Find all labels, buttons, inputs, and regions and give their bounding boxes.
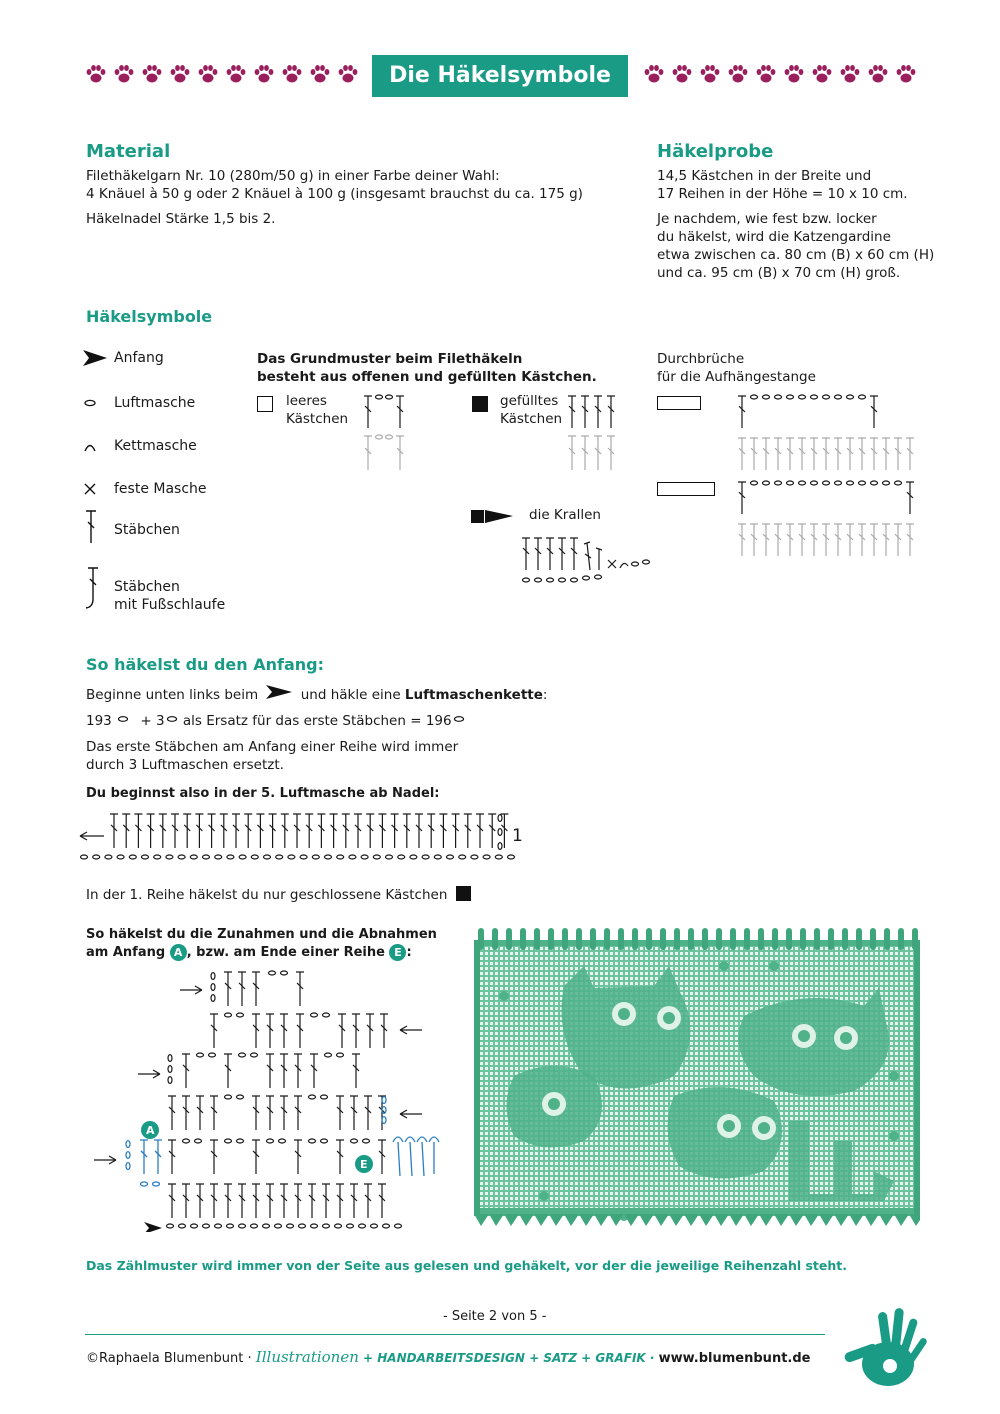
gauge-line-3: Je nachdem, wie fest bzw. locker	[657, 211, 877, 227]
anfang-line-6	[86, 886, 471, 904]
gauge-line-5: etwa zwischen ca. 80 cm (B) x 60 cm (H)	[657, 247, 935, 263]
symbol-label-double-crochet: Stäbchen	[114, 522, 180, 538]
symbol-label-single-crochet: feste Masche	[114, 481, 207, 497]
paw-icon	[337, 63, 359, 85]
paw-icon	[253, 63, 275, 85]
badge-a: A	[170, 944, 187, 961]
arrowhead-icon	[82, 348, 108, 368]
symbol-label-slip: Kettmasche	[114, 438, 197, 454]
gauge-line-6: und ca. 95 cm (B) x 70 cm (H) groß.	[657, 265, 901, 281]
chain-stitch-icon	[82, 394, 102, 414]
paw-icon	[281, 63, 303, 85]
symbol-slip	[82, 435, 262, 457]
increase-line-2b: , bzw. am Ende einer Reihe	[186, 945, 385, 960]
anfang-line-1c: Luftmaschenkette	[404, 687, 543, 703]
filled-box-label-1: gefülltes	[500, 393, 559, 409]
durchbrueche-line-2: für die Aufhängestange	[657, 369, 816, 385]
row-number-1: 1	[512, 826, 523, 846]
grundmuster-line-2: besteht aus offenen und gefüllten Kästchen.	[257, 369, 597, 385]
symbol-label-foot-2: mit Fußschlaufe	[114, 597, 226, 613]
chain-stitch-icon	[116, 714, 130, 724]
paw-icon	[643, 63, 665, 85]
anfang-line-1b: und häkle eine	[300, 687, 401, 703]
material-line-2: 4 Knäuel à 50 g oder 2 Knäuel à 100 g (insgesamt brauchst du ca. 175 g)	[86, 186, 583, 202]
grundmuster-line-1: Das Grundmuster beim Filethäkeln	[257, 351, 523, 367]
symbol-label-start: Anfang	[114, 350, 164, 366]
footer-tagline: + HANDARBEITSDESIGN + SATZ + GRAFIK ·	[363, 1351, 655, 1365]
durchbrueche-line-1: Durchbrüche	[657, 351, 745, 367]
page-number: - Seite 2 von 5 -	[443, 1309, 547, 1324]
paw-icon	[141, 63, 163, 85]
badge-e-diagram: E	[360, 1158, 368, 1171]
paw-icon	[85, 63, 107, 85]
open-box-label-1: leeres	[286, 393, 327, 409]
arrowhead-icon	[265, 684, 293, 700]
symbol-double-crochet	[82, 508, 262, 548]
slip-stitch-icon	[82, 437, 102, 457]
gauge-line-2: 17 Reihen in der Höhe = 10 x 10 cm.	[657, 186, 908, 202]
paw-icon	[309, 63, 331, 85]
krallen-icon	[471, 508, 515, 524]
paw-icon	[727, 63, 749, 85]
paw-row-left	[85, 63, 359, 89]
anfang-line-6-text: In der 1. Reihe häkelst du nur geschlossene Kästchen	[86, 887, 448, 903]
paw-icon	[113, 63, 135, 85]
badge-a-diagram: A	[146, 1124, 155, 1137]
open-box-legend	[257, 396, 273, 412]
chain-count-3: + 3	[140, 713, 165, 729]
cat-curtain-photo	[474, 926, 920, 1244]
paw-icon	[169, 63, 191, 85]
durchbruch-small-box	[657, 396, 701, 410]
material-line-1: Filethäkelgarn Nr. 10 (280m/50 g) in einer Farbe deiner Wahl:	[86, 168, 500, 184]
anfang-line-2	[86, 712, 466, 730]
durchbruch-diagram-bottom	[734, 478, 924, 562]
material-line-3: Häkelnadel Stärke 1,5 bis 2.	[86, 211, 276, 227]
footer-brand: Illustrationen	[255, 1348, 359, 1366]
double-crochet-icon	[82, 508, 102, 546]
filled-box-legend	[472, 396, 488, 412]
paw-icon	[867, 63, 889, 85]
open-box-diagram	[360, 392, 410, 474]
double-crochet-foot-loop-icon	[82, 565, 104, 611]
anfang-line-5: Du beginnst also in der 5. Luftmasche ab Nadel:	[86, 786, 440, 801]
footer-divider	[85, 1334, 825, 1335]
handprint-logo	[830, 1298, 930, 1398]
gauge-heading: Häkelprobe	[657, 141, 774, 162]
material-heading: Material	[86, 141, 171, 162]
symbol-chain	[82, 392, 262, 414]
page-title: Die Häkelsymbole	[372, 55, 628, 97]
paw-icon	[811, 63, 833, 85]
increase-line-2c: :	[406, 945, 412, 960]
chain-stitch-icon	[452, 714, 466, 724]
paw-icon	[197, 63, 219, 85]
anfang-line-1d: :	[542, 687, 548, 703]
krallen-diagram	[518, 534, 658, 586]
paw-row-right	[643, 63, 917, 89]
krallen-label: die Krallen	[529, 507, 601, 523]
symbol-double-crochet-foot	[82, 565, 282, 615]
durchbruch-diagram-top	[734, 392, 924, 474]
symbol-label-chain: Luftmasche	[114, 395, 196, 411]
filled-box-icon	[456, 886, 471, 901]
badge-e: E	[389, 944, 406, 961]
filled-box-label-2: Kästchen	[500, 411, 563, 427]
chain-count-193: 193	[86, 713, 112, 729]
footer-url-link[interactable]: www.blumenbunt.de	[658, 1351, 811, 1366]
paw-icon	[783, 63, 805, 85]
footer-line	[86, 1348, 810, 1366]
paw-icon	[225, 63, 247, 85]
gauge-line-1: 14,5 Kästchen in der Breite und	[657, 168, 872, 184]
symbols-heading: Häkelsymbole	[86, 307, 213, 326]
anfang-line-3: Das erste Stäbchen am Anfang einer Reihe wird immer	[86, 739, 459, 755]
durchbruch-large-box	[657, 482, 715, 496]
anfang-line-1a: Beginne unten links beim	[86, 687, 259, 703]
gauge-line-4: du häkelst, wird die Katzengardine	[657, 229, 891, 245]
chain-stitch-icon	[165, 714, 179, 724]
anfang-line-1	[86, 684, 547, 704]
footer-copyright: ©Raphaela Blumenbunt ·	[86, 1351, 252, 1366]
single-crochet-icon	[82, 480, 102, 500]
paw-icon	[895, 63, 917, 85]
symbol-single-crochet	[82, 478, 262, 500]
increase-decrease-diagram	[88, 962, 463, 1232]
filled-box-diagram	[564, 392, 624, 474]
chain-count-196: als Ersatz für das erste Stäbchen = 196	[182, 713, 452, 729]
increase-line-1: So häkelst du die Zunahmen und die Abnahmen	[86, 927, 437, 942]
increase-line-2	[86, 944, 412, 962]
open-box-label-2: Kästchen	[286, 411, 349, 427]
anfang-line-4: durch 3 Luftmaschen ersetzt.	[86, 757, 284, 773]
paw-icon	[699, 63, 721, 85]
anfang-heading: So häkelst du den Anfang:	[86, 655, 325, 674]
paw-icon	[671, 63, 693, 85]
paw-icon	[839, 63, 861, 85]
symbol-start	[82, 347, 262, 369]
paw-icon	[755, 63, 777, 85]
reading-note: Das Zählmuster wird immer von der Seite aus gelesen und gehäkelt, vor der die jeweilige Reihenzahl steht.	[86, 1258, 847, 1273]
first-row-diagram	[78, 808, 518, 864]
increase-line-2a: am Anfang	[86, 945, 166, 960]
symbol-label-foot-1: Stäbchen	[114, 579, 180, 595]
